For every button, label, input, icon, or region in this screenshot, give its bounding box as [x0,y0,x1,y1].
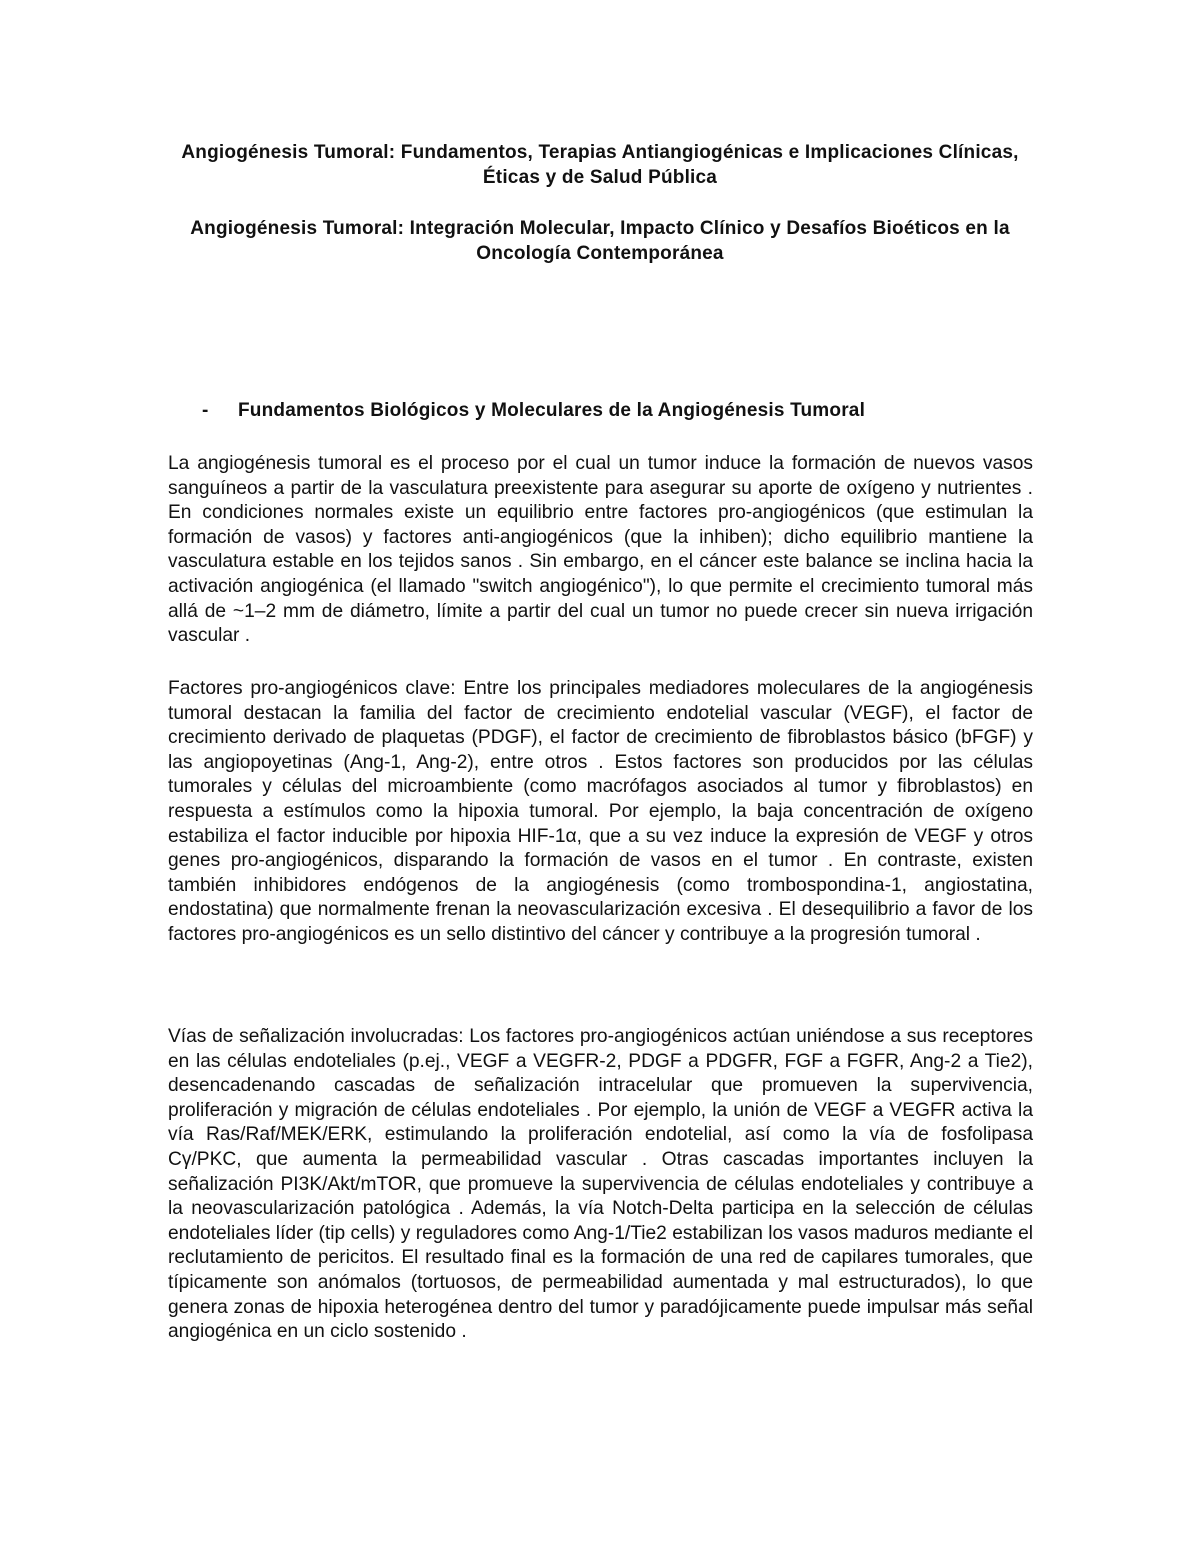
section-bullet: - [202,400,209,421]
body-paragraph-1: La angiogénesis tumoral es el proceso por el cual un tumor induce la formación de nuevos vasos sanguíneos a partir de la vasculatura preexistente para asegurar su aporte de oxígeno y nutrientes . En condiciones normales existe un equilibrio entre factores pro-angiogénicos (que estimulan la formación de vasos) y factores anti-angiogénicos (que la inhiben); dicho equilibrio mantiene la vasculatura estable en los tejidos sanos . Sin embargo, en el cáncer este balance se inclina hacia la activación angiogénica (el llamado "switch angiogénico"), lo que permite el crecimiento tumoral más allá de ~1–2 mm de diámetro, límite a partir del cual un tumor no puede crecer sin nueva irrigación vascular . [168,453,1033,647]
section-heading-text: Fundamentos Biológicos y Moleculares de la Angiogénesis Tumoral [238,400,866,421]
document-subtitle: Angiogénesis Tumoral: Integración Molecular, Impacto Clínico y Desafíos Bioéticos en la Oncología Contemporánea [190,218,1010,264]
section-heading [202,398,1022,424]
body-paragraph-2: Factores pro-angiogénicos clave: Entre los principales mediadores moleculares de la angiogénesis tumoral destacan la familia del factor de crecimiento endotelial vascular (VEGF), el factor de crecimiento derivado de plaquetas (PDGF), el factor de crecimiento de fibroblastos básico (bFGF) y las angiopoyetinas (Ang-1, Ang-2), entre otros . Estos factores son producidos por las células tumorales y células del microambiente (como macrófagos asociados al tumor y fibroblastos) en respuesta a estímulos como la hipoxia tumoral. Por ejemplo, la baja concentración de oxígeno estabiliza el factor inducible por hipoxia HIF-1α, que a su vez induce la expresión de VEGF y otros genes pro-angiogénicos, disparando la formación de vasos en el tumor . En contraste, existen también inhibidores endógenos de la angiogénesis (como trombospondina-1, angiostatina, endostatina) que normalmente frenan la neovascularización excesiva . El desequilibrio a favor de los factores pro-angiogénicos es un sello distintivo del cáncer y contribuye a la progresión tumoral . [168,678,1033,945]
document-title: Angiogénesis Tumoral: Fundamentos, Terapias Antiangiogénicas e Implicaciones Clínicas, Éticas y de Salud Pública [181,142,1019,188]
body-paragraph-3: Vías de señalización involucradas: Los factores pro-angiogénicos actúan uniéndose a sus receptores en las células endoteliales (p.ej., VEGF a VEGFR-2, PDGF a PDGFR, FGF a FGFR, Ang-2 a Tie2), desencadenando cascadas de señalización intracelular que promueven la supervivencia, proliferación y migración de células endoteliales . Por ejemplo, la unión de VEGF a VEGFR activa la vía Ras/Raf/MEK/ERK, estimulando la proliferación endotelial, así como la vía de fosfolipasa Cγ/PKC, que aumenta la permeabilidad vascular . Otras cascadas importantes incluyen la señalización PI3K/Akt/mTOR, que promueve la supervivencia de células endoteliales y contribuye a la neovascularización patológica . Además, la vía Notch-Delta participa en la selección de células endoteliales líder (tip cells) y reguladores como Ang-1/Tie2 estabilizan los vasos maduros mediante el reclutamiento de pericitos. El resultado final es la formación de una red de capilares tumorales, que típicamente son anómalos (tortuosos, de permeabilidad aumentada y mal estructurados), lo que genera zonas de hipoxia heterogénea dentro del tumor y paradójicamente puede impulsar más señal angiogénica en un ciclo sostenido . [168,1026,1033,1343]
